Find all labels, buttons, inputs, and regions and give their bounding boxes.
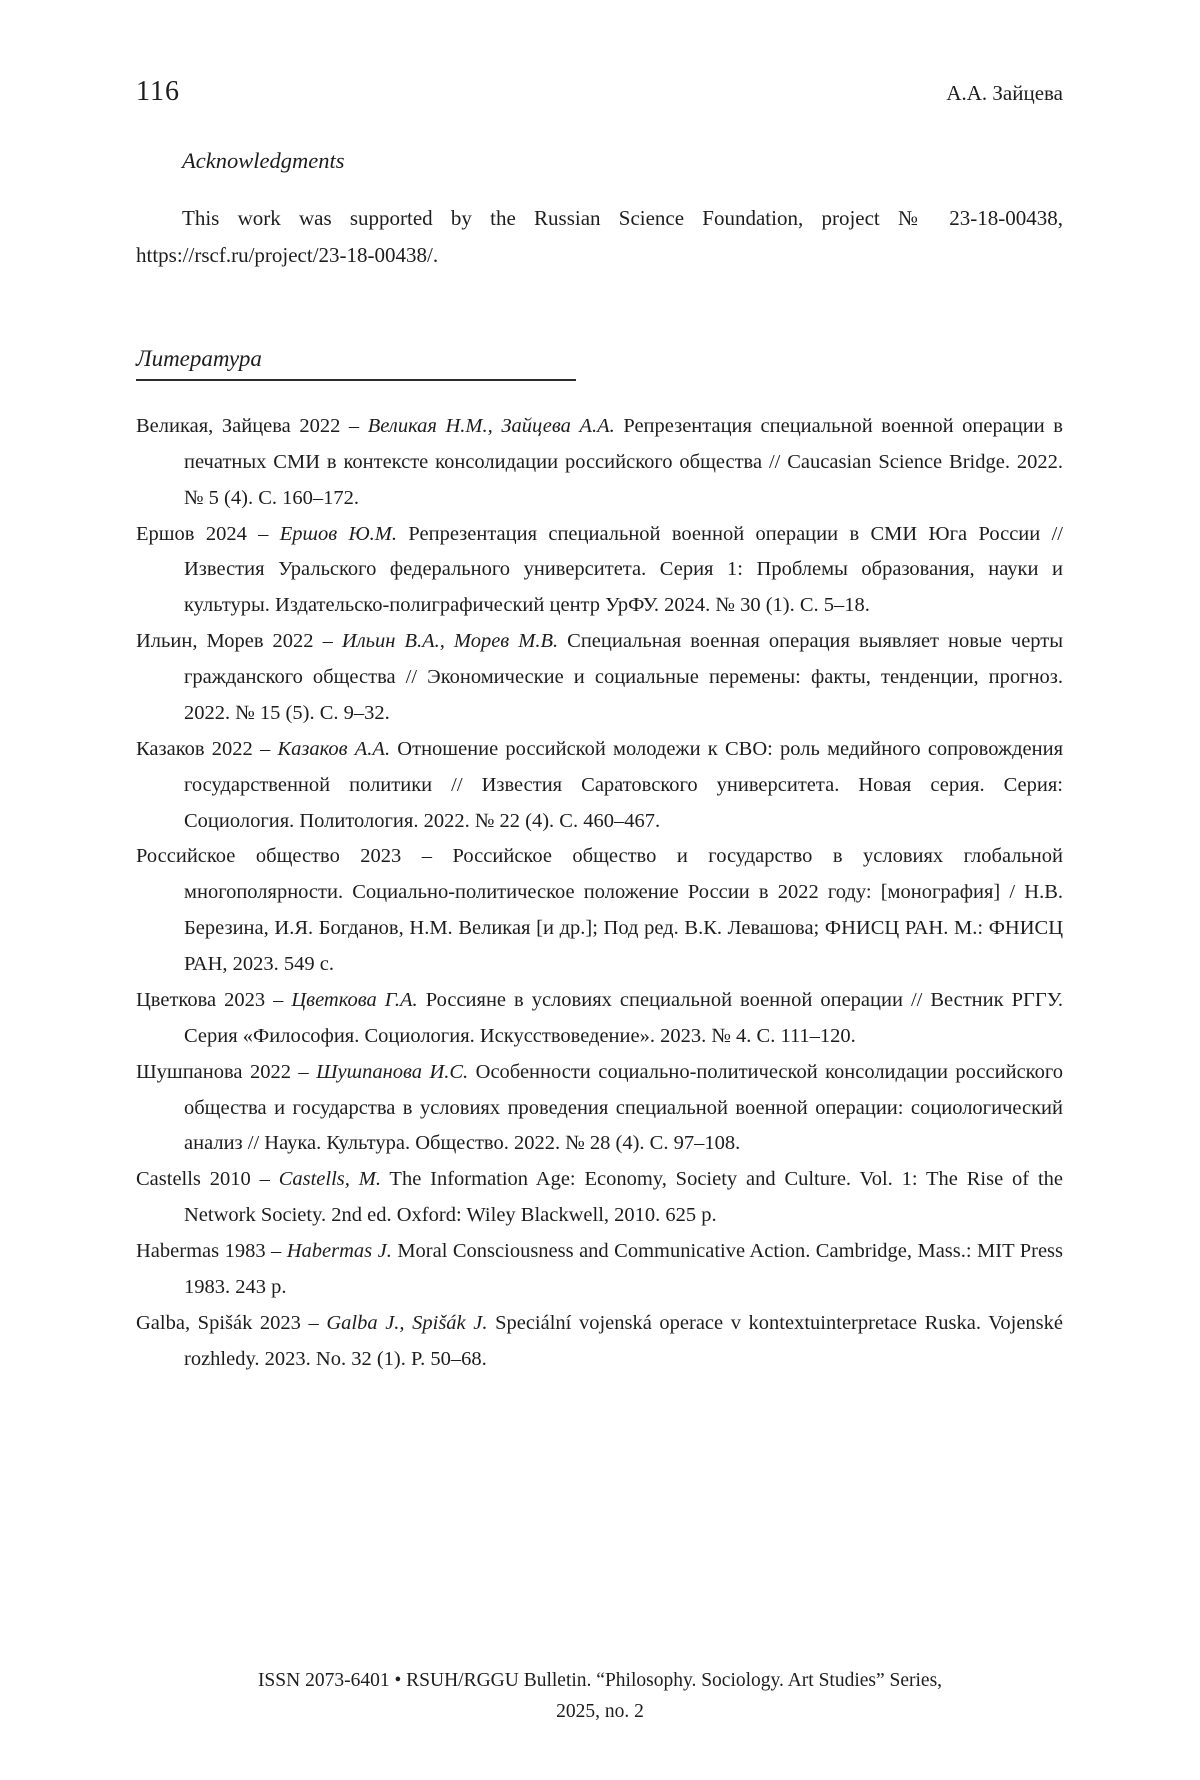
reference-text: Россияне в условиях специальной военной операции // Вестник РГГУ. Серия «Философия. Социология. Искусствоведение». 2023. № 4. С. 111–120.: [184, 988, 1063, 1047]
reference-text: Moral Consciousness and Communicative Action. Cambridge, Mass.: MIT Press 1983. 243 p.: [184, 1240, 1064, 1298]
reference-authors: Castells, M.: [278, 1168, 381, 1191]
reference-authors: Habermas J.: [286, 1240, 392, 1263]
reference-text: Казаков 2022 –: [136, 737, 278, 760]
reference-entry: [136, 624, 1063, 732]
reference-text: Castells 2010 –: [136, 1168, 279, 1191]
reference-entry: [136, 409, 1063, 517]
author-header: А.А. Зайцева: [946, 81, 1063, 105]
page-number: 116: [136, 76, 180, 107]
reference-text: Ильин, Морев 2022 –: [136, 630, 342, 653]
reference-text: Цветкова 2023 –: [136, 988, 292, 1011]
references-list: [136, 409, 1063, 1378]
reference-text: Репрезентация специальной военной операции в печатных СМИ в контексте консолидации российского общества // Caucasian Science Bridge. 2022. № 5 (4). С. 160–172.: [184, 414, 1063, 509]
footer-line-1: ISSN 2073-6401 • RSUH/RGGU Bulletin. “Philosophy. Sociology. Art Studies” Series,: [257, 1669, 943, 1691]
acknowledgments-heading: Acknowledgments: [182, 148, 345, 173]
reference-text: Ершов 2024 –: [136, 522, 280, 545]
reference-text: Великая, Зайцева 2022 –: [136, 414, 368, 437]
reference-text: Специальная военная операция выявляет новые черты гражданского общества // Экономические и социальные перемены: факты, тенденции, прогноз. 2022. № 15 (5). С. 9–32.: [184, 630, 1064, 724]
reference-text: The Information Age: Economy, Society and Culture. Vol. 1: The Rise of the Network Society. 2nd ed. Oxford: Wiley Blackwell, 2010. 625 p.: [184, 1168, 1063, 1227]
reference-text: Galba, Spišák 2023 –: [136, 1311, 327, 1334]
footer-line-2: 2025, no. 2: [556, 1701, 644, 1723]
reference-text: Особенности социально-политической консолидации российского общества и государства в условиях проведения специальной военной операции: социологический анализ // Наука. Культура. Общество. 2022. № 28 (4). С. 97–108.: [184, 1060, 1063, 1155]
references-heading-rule: [136, 346, 576, 381]
reference-text: Habermas 1983 –: [136, 1240, 287, 1263]
reference-entry: [136, 839, 1063, 983]
reference-entry: [136, 732, 1063, 840]
reference-text: Российское общество 2023 – Российское общество и государство в условиях глобальной многополярности. Социально-политическое положение России в 2022 году: [монография] / Н.В. Березина, И.Я. Богданов, Н.М. Великая [и др.]; Под ред. В.К. Левашова; ФНИСЦ РАН. М.: ФНИСЦ РАН, 2023. 549 с.: [136, 845, 1063, 976]
reference-entry: [136, 1234, 1063, 1306]
reference-text: Шушпанова 2022 –: [136, 1060, 317, 1083]
reference-entry: [136, 1162, 1063, 1234]
reference-authors: Шушпанова И.С.: [316, 1060, 469, 1083]
reference-entry: [136, 1055, 1063, 1163]
page-header: [136, 76, 1063, 108]
reference-authors: Цветкова Г.А.: [291, 988, 418, 1011]
reference-entry: [136, 983, 1063, 1055]
acknowledgments-text: This work was supported by the Russian Science Foundation, project № 23-18-00438, https://rscf.ru/project/23-18-00438/.: [136, 206, 1063, 267]
reference-text: Репрезентация специальной военной операции в СМИ Юга России // Известия Уральского федерального университета. Серия 1: Проблемы образования, науки и культуры. Издательско-полиграфический центр УрФУ. 2024. № 30 (1). С. 5–18.: [184, 522, 1063, 617]
reference-entry: [136, 1306, 1063, 1378]
references-heading: Литература: [136, 345, 262, 371]
reference-entry: [136, 517, 1063, 625]
reference-authors: Ершов Ю.М.: [279, 522, 398, 545]
page-footer: [0, 1665, 1200, 1728]
reference-authors: Казаков А.А.: [277, 737, 391, 760]
reference-authors: Galba J., Spišák J.: [326, 1311, 488, 1334]
reference-authors: Великая Н.М., Зайцева А.А.: [367, 414, 615, 437]
reference-text: Отношение российской молодежи к СВО: роль медийного сопровождения государственной политики // Известия Саратовского университета. Новая серия. Серия: Социология. Политология. 2022. № 22 (4). С. 460–467.: [184, 737, 1064, 832]
reference-authors: Ильин В.А., Морев М.В.: [341, 630, 559, 653]
reference-text: Speciální vojenská operace v kontextuinterpretace Ruska. Vojenské rozhledy. 2023. No. 32 (1). P. 50–68.: [184, 1311, 1063, 1370]
